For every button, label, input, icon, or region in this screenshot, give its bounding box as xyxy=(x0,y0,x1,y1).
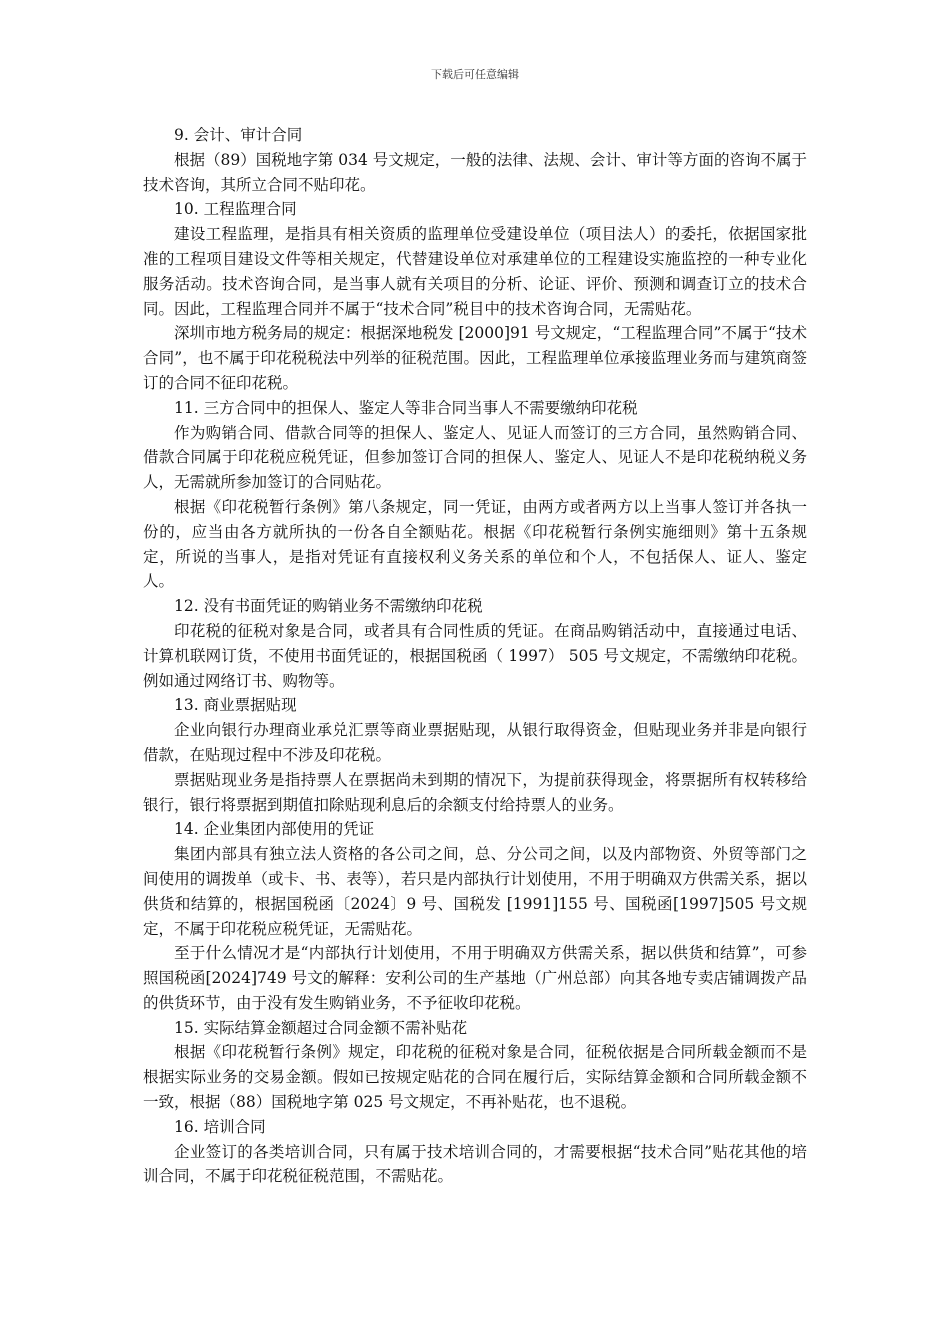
section-heading: 10. 工程监理合同 xyxy=(174,200,297,219)
paragraph: 作为购销合同、借款合同等的担保人、鉴定人、见证人而签订的三方合同，虽然购销合同、借款合同属于印花税应税凭证，但参加签订合同的担保人、鉴定人、见证人不是印花税纳税义务人，无需就所参加签订的合同贴花。 xyxy=(143,423,807,492)
paragraph: 至于什么情况才是“内部执行计划使用，不用于明确双方供需关系，据以供货和结算”，可参照国税函[2024]749 号文的解释：安利公司的生产基地（广州总部）向其各地专卖店铺调拨产品的供货环节，由于没有发生购销业务，不予征收印花税。 xyxy=(143,944,807,1012)
section-heading: 13. 商业票据贴现 xyxy=(174,696,297,715)
section-14 xyxy=(143,817,807,1015)
paragraph: 根据《印花税暂行条例》第八条规定，同一凭证，由两方或者两方以上当事人签订并各执一份的，应当由各方就所执的一份各自全额贴花。根据《印花税暂行条例实施细则》第十五条规定，所说的当事人，是指对凭证有直接权利义务关系的单位和个人，不包括保人、证人、鉴定人。 xyxy=(143,497,807,591)
section-heading: 15. 实际结算金额超过合同金额不需补贴花 xyxy=(174,1018,468,1037)
section-heading: 14. 企业集团内部使用的凭证 xyxy=(174,820,375,839)
section-heading: 16. 培训合同 xyxy=(174,1117,266,1136)
document-body xyxy=(143,123,807,1189)
paragraph: 企业向银行办理商业承兑汇票等商业票据贴现，从银行取得资金，但贴现业务并非是向银行借款，在贴现过程中不涉及印花税。 xyxy=(143,721,807,764)
section-heading: 12. 没有书面凭证的购销业务不需缴纳印花税 xyxy=(174,597,483,616)
section-15 xyxy=(143,1016,807,1115)
section-9 xyxy=(143,123,807,197)
page-header: 下载后可任意编辑 xyxy=(431,68,519,81)
paragraph: 建设工程监理，是指具有相关资质的监理单位受建设单位（项目法人）的委托，依据国家批准的工程项目建设文件等相关规定，代替建设单位对承建单位的工程建设实施监控的一种专业化服务活动。技术咨询合同，是当事人就有关项目的分析、论证、评价、预测和调查订立的技术合同。因此，工程监理合同并不属于“技术合同”税目中的技术咨询合同，无需贴花。 xyxy=(143,225,807,318)
section-13 xyxy=(143,693,807,817)
paragraph: 票据贴现业务是指持票人在票据尚未到期的情况下，为提前获得现金，将票据所有权转移给银行，银行将票据到期值扣除贴现利息后的余额支付给持票人的业务。 xyxy=(143,770,807,814)
paragraph: 企业签订的各类培训合同，只有属于技术培训合同的，才需要根据“技术合同”贴花其他的培训合同，不属于印花税征税范围，不需贴花。 xyxy=(143,1142,807,1186)
section-heading: 9. 会计、审计合同 xyxy=(174,126,303,144)
section-10 xyxy=(143,197,807,395)
paragraph: 印花税的征税对象是合同，或者具有合同性质的凭证。在商品购销活动中，直接通过电话、计算机联网订货，不使用书面凭证的，根据国税函（ 1997） 505 号文规定，不需缴纳印花税。例如通过网络订书、购物等。 xyxy=(143,621,807,690)
section-11 xyxy=(143,396,807,594)
paragraph: 深圳市地方税务局的规定：根据深地税发 [2000]91 号文规定，“工程监理合同”不属于“技术合同”，也不属于印花税税法中列举的征税范围。因此，工程监理单位承接监理业务而与建筑商签订的合同不征印花税。 xyxy=(143,324,807,392)
section-12 xyxy=(143,594,807,693)
paragraph: 根据《印花税暂行条例》规定，印花税的征税对象是合同，征税依据是合同所载金额而不是根据实际业务的交易金额。假如已按规定贴花的合同在履行后，实际结算金额和合同所载金额不一致，根据（88）国税地字第 025 号文规定，不再补贴花，也不退税。 xyxy=(143,1043,807,1112)
section-heading: 11. 三方合同中的担保人、鉴定人等非合同当事人不需要缴纳印花税 xyxy=(174,398,638,417)
paragraph: 根据（89）国税地字第 034 号文规定，一般的法律、法规、会计、审计等方面的咨询不属于技术咨询，其所立合同不贴印花。 xyxy=(143,150,807,194)
section-16 xyxy=(143,1115,807,1189)
paragraph: 集团内部具有独立法人资格的各公司之间，总、分公司之间，以及内部物资、外贸等部门之间使用的调拨单（或卡、书、表等），若只是内部执行计划使用，不用于明确双方供需关系，据以供货和结算的，根据国税函〔2024〕9 号、国税发 [1991]155 号、国税函[1997]505 号文规定，不属于印花税应税凭证，无需贴花。 xyxy=(143,845,807,938)
